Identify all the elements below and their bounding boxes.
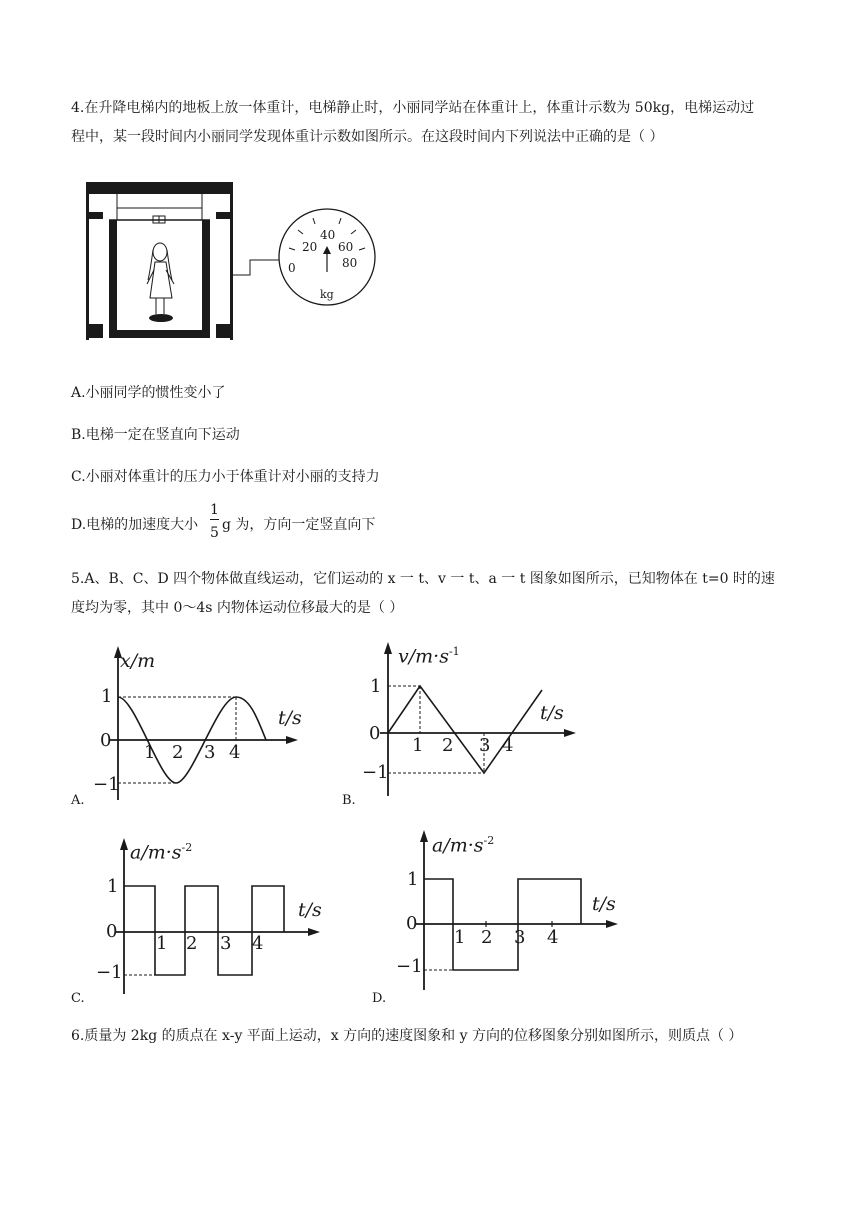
graph-b-ytick-1: 1 [370, 676, 382, 697]
dial-tick-0: 0 [288, 261, 296, 275]
q6-text-line1: 6.质量为 2kg 的质点在 x-y 平面上运动，x 方向的速度图象和 y 方向的位移图象分别如图所示，则质点（ ） [71, 1028, 743, 1044]
graph-d-ytick-neg1: −1 [396, 956, 423, 977]
graph-c-label: C. [71, 991, 85, 1006]
graph-c-ytick-1: 1 [107, 876, 119, 897]
q5-text-line2: 度均为零，其中 0～4s 内物体运动位移最大的是（ ） [71, 600, 404, 616]
q4-option-d-prefix: D.电梯的加速度大小 [71, 517, 199, 533]
graph-b-line [388, 686, 542, 773]
q4-option-d-suffix: g 为，方向一定竖直向下 [222, 517, 376, 533]
graph-a-ytick-neg1: −1 [93, 774, 120, 795]
graph-c-xlabel: t/s [298, 899, 322, 921]
graph-c-ytick-neg1: −1 [96, 962, 123, 983]
q5-text-line1: 5.A、B、C、D 四个物体做直线运动，它们运动的 x 一 t、v 一 t、a 一 t 图象如图所示，已知物体在 t=0 时的速 [71, 571, 775, 587]
graph-c-ytick-0: 0 [106, 921, 118, 942]
graph-d-xtick-1: 1 [454, 927, 466, 948]
dial-tick-20: 20 [302, 240, 318, 254]
graph-c-xtick-2: 2 [186, 933, 198, 954]
graph-d-xtick-2: 2 [481, 927, 493, 948]
graph-c-ylabel: $a/m\cdot s^{-2}$ [130, 841, 193, 864]
fraction-denominator: 5 [210, 525, 219, 541]
q4-option-a: A.小丽同学的惯性变小了 [71, 385, 226, 401]
graph-a-ylabel: x/m [120, 650, 156, 672]
graph-b-xtick-3: 3 [479, 735, 491, 756]
q4-text-line2: 程中，某一段时间内小丽同学发现体重计示数如图所示。在这段时间内下列说法中正确的是（ ） [71, 129, 664, 145]
graph-a-xtick-2: 2 [172, 742, 184, 763]
girl-figure [147, 243, 174, 314]
q4-option-b: B.电梯一定在竖直向下运动 [71, 427, 240, 443]
cabin-floor [109, 330, 210, 338]
graph-d-xlabel: t/s [592, 893, 616, 915]
graph-b-xlabel: t/s [540, 702, 564, 724]
graph-d-label: D. [372, 991, 387, 1006]
fraction-bar [210, 519, 219, 520]
graph-c-xtick-4: 4 [252, 933, 264, 954]
graph-a-xtick-1: 1 [144, 742, 156, 763]
q4-option-c: C.小丽对体重计的压力小于体重计对小丽的支持力 [71, 469, 380, 485]
dial-tick-80: 80 [342, 256, 358, 270]
graph-b-ylabel: $v/m\cdot s^{-1}$ [398, 645, 460, 668]
graph-d-ylabel: $a/m\cdot s^{-2}$ [432, 834, 495, 857]
graph-a-label: A. [71, 793, 85, 808]
graph-b-ytick-neg1: −1 [362, 762, 389, 783]
graph-a-xtick-3: 3 [204, 742, 216, 763]
graph-d-xtick-4: 4 [547, 927, 559, 948]
cabin-left-wall [109, 220, 117, 332]
graph-d-ytick-1: 1 [407, 869, 419, 890]
graph-b-label: B. [342, 793, 356, 808]
graph-c-xtick-3: 3 [220, 933, 232, 954]
dial-unit: kg [320, 288, 334, 301]
graph-c-xtick-1: 1 [156, 933, 168, 954]
graph-d-ytick-0: 0 [406, 913, 418, 934]
graph-b-ytick-0: 0 [369, 723, 381, 744]
fraction-numerator: 1 [210, 502, 219, 518]
graph-a-xtick-4: 4 [229, 742, 241, 763]
graph-a-ytick-0: 0 [100, 730, 112, 751]
cabin-right-wall [202, 220, 210, 332]
graph-a-xlabel: t/s [278, 707, 302, 729]
graph-c-line [124, 886, 284, 975]
q4-text-line1: 4.在升降电梯内的地板上放一体重计，电梯静止时，小丽同学站在体重计上，体重计示数为 50kg，电梯运动过 [71, 100, 755, 116]
weighing-scale [149, 314, 173, 322]
graph-a-ytick-1: 1 [101, 686, 113, 707]
graph-d-xtick-3: 3 [514, 927, 526, 948]
graph-b-xtick-2: 2 [442, 735, 454, 756]
elevator-top-beam [86, 182, 233, 194]
graph-b-xtick-1: 1 [412, 735, 424, 756]
graph-b-xtick-4: 4 [502, 735, 514, 756]
dial-tick-40: 40 [320, 228, 336, 242]
dial-tick-60: 60 [338, 240, 354, 254]
